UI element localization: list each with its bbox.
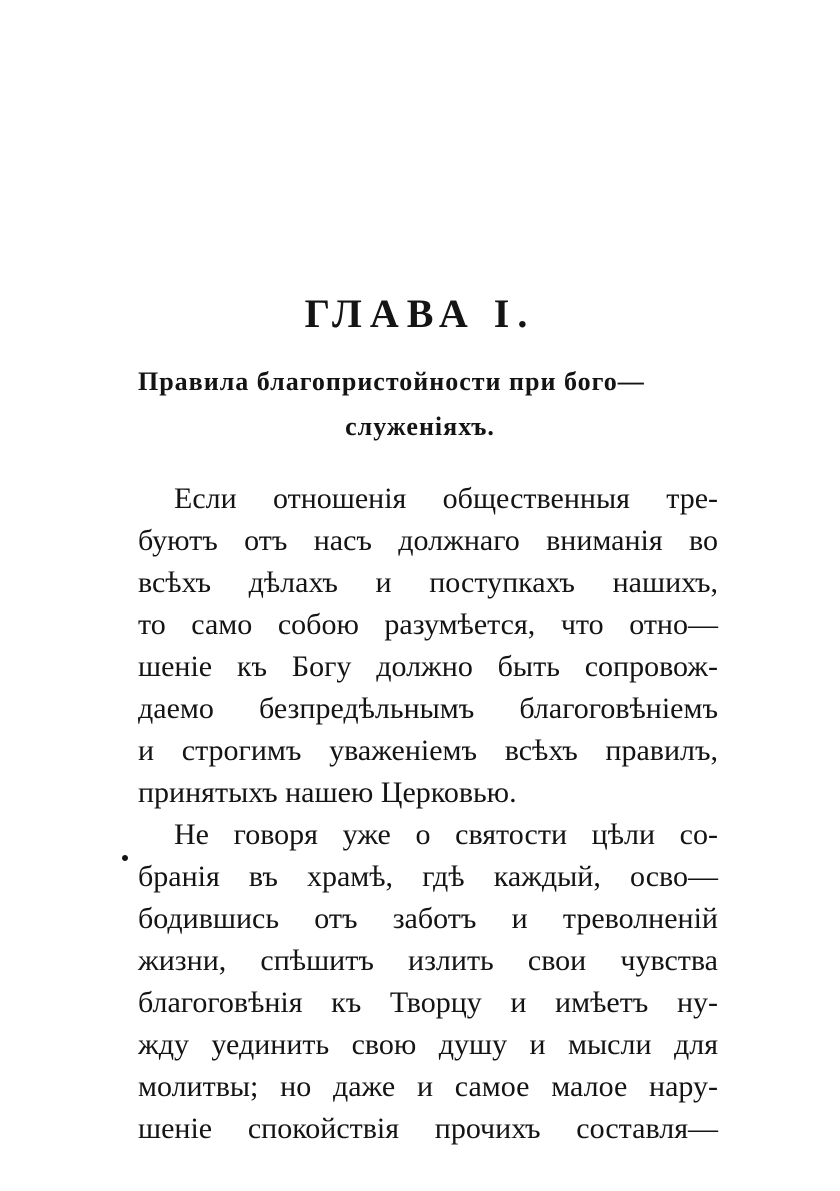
ink-speck xyxy=(122,855,128,861)
text-line: жду уединить свою душу и мысли для xyxy=(138,1028,718,1061)
section-title-line-2: служеніяхъ. xyxy=(345,412,495,441)
text-line: всѣхъ дѣлахъ и поступкахъ нашихъ, xyxy=(138,566,718,599)
section-title-line-1: Правила благопристойности при бого— xyxy=(138,367,645,396)
text-line: Не говоря уже о святости цѣли со- xyxy=(174,818,718,851)
text-line: бранія въ храмѣ, гдѣ каждый, осво— xyxy=(138,860,718,893)
text-line: шеніе къ Богу должно быть сопровож- xyxy=(138,650,718,683)
text-line: жизни, спѣшитъ излить свои чувства xyxy=(138,944,718,977)
text-line: принятыхъ нашею Церковью. xyxy=(138,776,517,809)
text-line: Если отношенія общественныя тре- xyxy=(174,482,718,515)
text-line: молитвы; но даже и самое малое нару- xyxy=(138,1070,718,1103)
text-line: буютъ отъ насъ должнаго вниманія во xyxy=(138,524,718,557)
text-line: шеніе спокойствія прочихъ составля— xyxy=(138,1112,718,1145)
chapter-title: ГЛАВА I. xyxy=(304,291,536,336)
text-line: то само собою разумѣется, что отно— xyxy=(138,608,718,641)
text-line: бодившись отъ заботъ и треволненій xyxy=(138,902,718,935)
text-line: благоговѣнія къ Творцу и имѣетъ ну- xyxy=(138,986,718,1019)
text-line: даемо безпредѣльнымъ благоговѣніемъ xyxy=(138,692,718,725)
text-line: и строгимъ уваженіемъ всѣхъ правилъ, xyxy=(138,734,718,767)
body-text xyxy=(138,478,718,1150)
